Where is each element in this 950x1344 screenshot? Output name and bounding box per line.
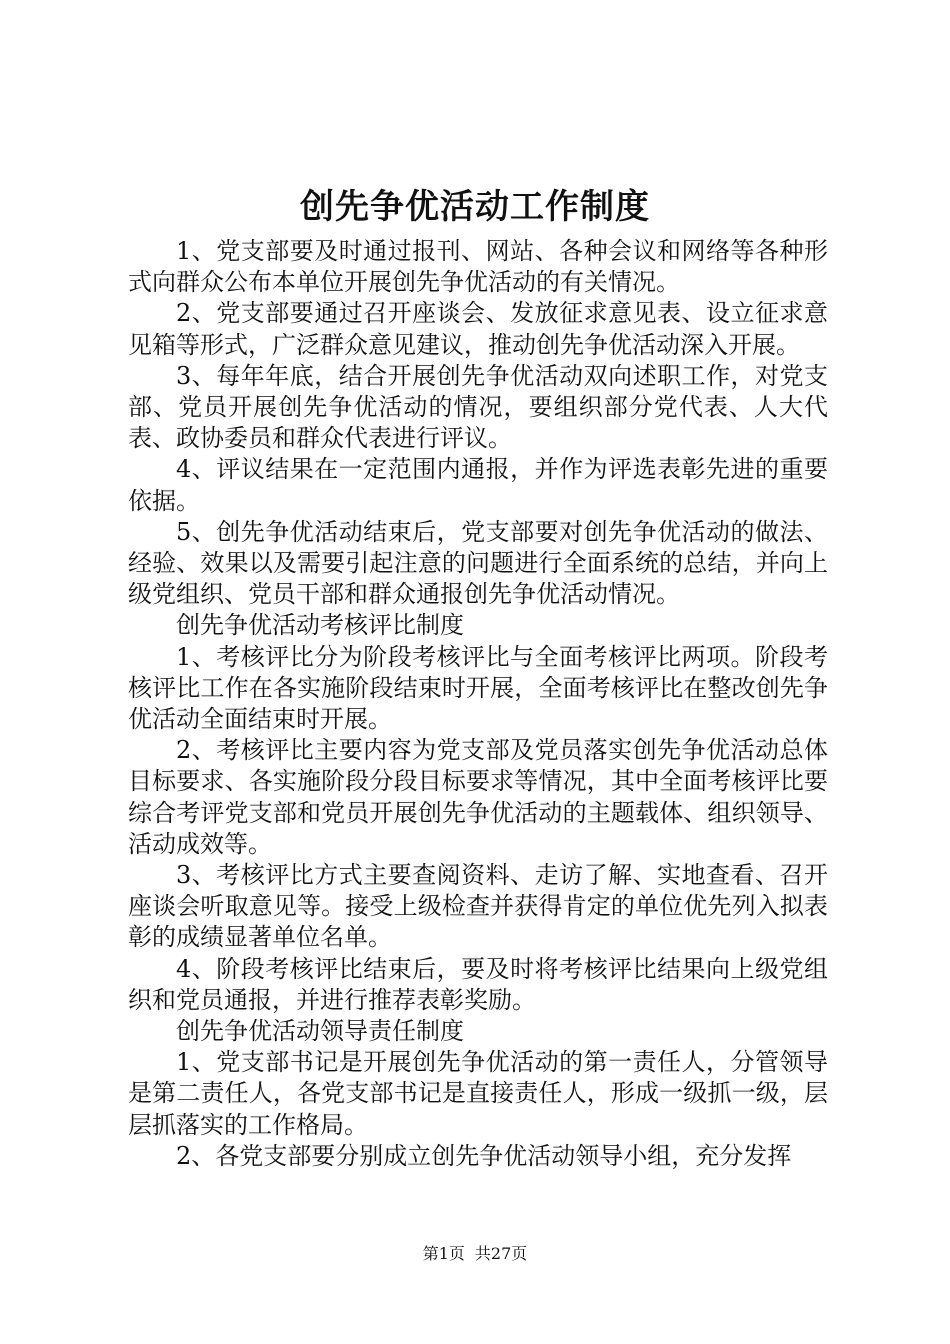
paragraph: 4、阶段考核评比结束后，要及时将考核评比结果向上级党组织和党员通报，并进行推荐表彰奖励。 [128,954,828,1014]
paragraph: 5、创先争优活动结束后，党支部要对创先争优活动的做法、经验、效果以及需要引起注意的问题进行全面系统的总结，并向上级党组织、党员干部和群众通报创先争优活动情况。 [128,517,828,609]
page-total: 共27页 [474,1244,528,1263]
paragraph: 3、考核评比方式主要查阅资料、走访了解、实地查看、召开座谈会听取意见等。接受上级检查并获得肯定的单位优先列入拟表彰的成绩显著单位名单。 [128,861,828,952]
section-heading: 创先争优活动考核评比制度 [176,611,464,640]
paragraph: 1、考核评比分为阶段考核评比与全面考核评比两项。阶段考核评比工作在各实施阶段结束时开展，全面考核评比在整改创先争优活动全面结束时开展。 [128,642,828,734]
paragraph: 1、党支部书记是开展创先争优活动的第一责任人，分管领导是第二责任人，各党支部书记是直接责任人，形成一级抓一级，层层抓落实的工作格局。 [128,1048,828,1139]
paragraph: 4、评议结果在一定范围内通报，并作为评选表彰先进的重要依据。 [128,455,828,515]
paragraph: 2、党支部要通过召开座谈会、发放征求意见表、设立征求意见箱等形式，广泛群众意见建议，推动创先争优活动深入开展。 [128,299,828,359]
paragraph: 2、各党支部要分别成立创先争优活动领导小组，充分发挥 [176,1141,792,1170]
document-body [128,236,828,1172]
document-title: 创先争优活动工作制度 [300,187,650,227]
paragraph: 1、党支部要及时通过报刊、网站、各种会议和网络等各种形式向群众公布本单位开展创先争优活动的有关情况。 [128,237,828,297]
page-number: 第1页 [422,1244,465,1263]
page-footer [0,1243,950,1265]
section-heading: 创先争优活动领导责任制度 [176,1017,464,1046]
paragraph: 2、考核评比主要内容为党支部及党员落实创先争优活动总体目标要求、各实施阶段分段目标要求等情况，其中全面考核评比要综合考评党支部和党员开展创先争优活动的主题载体、组织领导、活动成效等。 [128,736,828,858]
paragraph: 3、每年年底，结合开展创先争优活动双向述职工作，对党支部、党员开展创先争优活动的情况，要组织部分党代表、人大代表、政协委员和群众代表进行评议。 [128,361,828,453]
